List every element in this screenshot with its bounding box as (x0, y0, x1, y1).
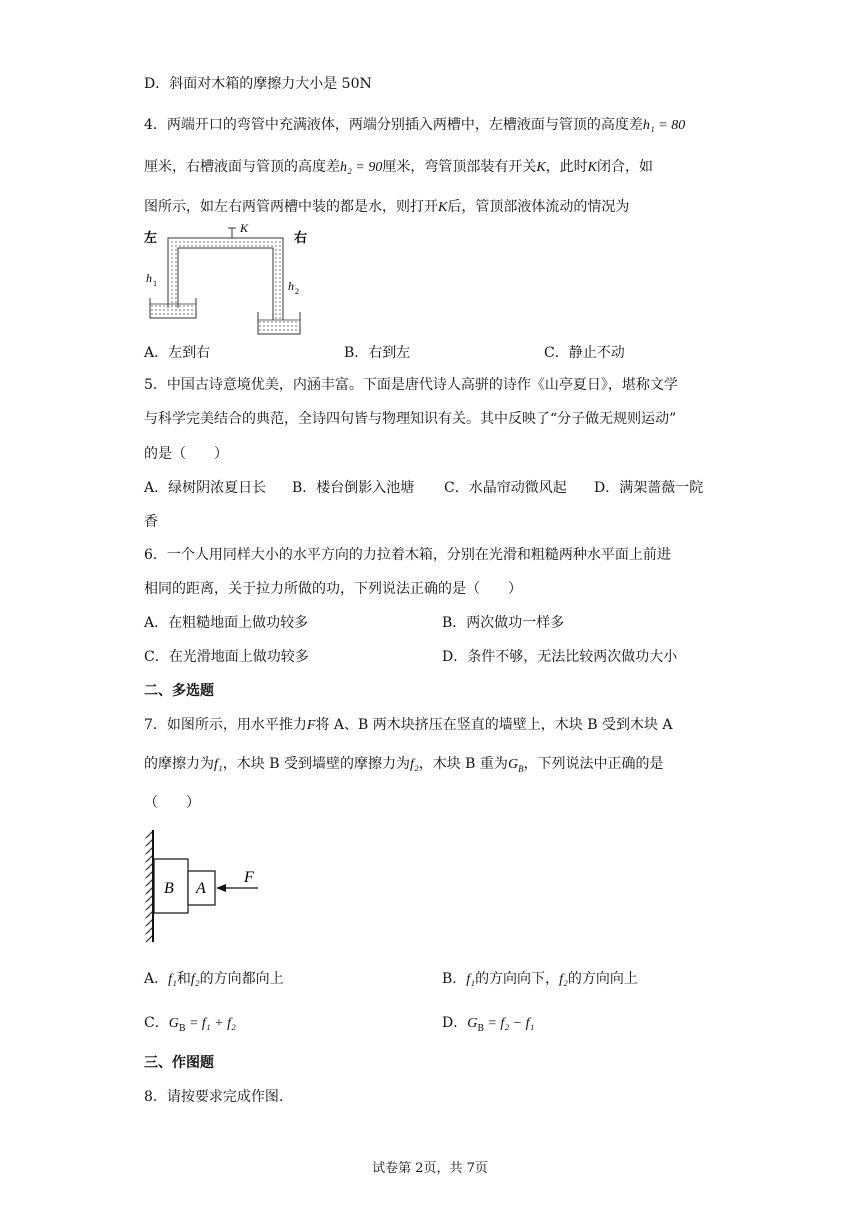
q7-stem-line2: 的摩擦力为f₁，木块 B 受到墙壁的摩擦力为f₂，木块 B 重为$G_B$，下列说法中正确的是 (144, 756, 664, 774)
q7-option-c: C．$G_B = f_1 + f_2$ (144, 1015, 236, 1034)
q5-option-d-cont: 香 (144, 514, 158, 530)
q3-option-d: D．斜面对木箱的摩擦力大小是 50N (144, 76, 372, 92)
section-heading-drawing: 三、作图题 (144, 1055, 214, 1071)
q6-option-b: B．两次做功一样多 (442, 615, 565, 631)
fig-h1-label: h (146, 271, 152, 285)
q6-stem-line2: 相同的距离，关于拉力所做的功，下列说法正确的是（ ） (144, 581, 522, 597)
q4-option-a: A．左到右 (144, 345, 211, 361)
q4-option-b: B．右到左 (344, 345, 411, 361)
q4-stem-line3: 图所示，如左右两管两槽中装的都是水，则打开K后，管顶部液体流动的情况为 (144, 199, 630, 215)
q7-stem-line3: （ ） (144, 795, 200, 811)
q5-option-c: C．水晶帘动微风起 (444, 480, 567, 496)
q5-option-b: B．楼台倒影入池塘 (292, 480, 415, 496)
q6-option-d: D．条件不够，无法比较两次做功大小 (442, 649, 678, 665)
force-f-label: F (244, 869, 254, 886)
q4-stem-line1: 4．两端开口的弯管中充满液体，两端分别插入两槽中，左槽液面与管顶的高度差h₁ = 80 (144, 117, 686, 133)
fig-h2-label: h (288, 279, 294, 293)
q6-option-a: A．在粗糙地面上做功较多 (144, 615, 309, 631)
page-footer: 试卷第 2页，共 7页 (372, 1161, 488, 1176)
section-heading-multi-choice: 二、多选题 (144, 683, 214, 699)
q5-option-a: A．绿树阴浓夏日长 (144, 480, 267, 496)
fig-right-label: 右 (294, 230, 308, 245)
q7-option-b: B．f₁的方向向下，f₂的方向向上 (442, 971, 638, 987)
q7-wall-blocks-figure (140, 826, 270, 946)
q5-option-d: D．满架蔷薇一院 (594, 480, 704, 496)
q5-stem-line1: 5．中国古诗意境优美，内涵丰富。下面是唐代诗人高骈的诗作《山亭夏日》，堪称文学 (144, 377, 678, 393)
q6-stem-line1: 6．一个人用同样大小的水平方向的力拉着木箱，分别在光滑和粗糙两种水平面上前进 (144, 547, 671, 563)
block-a-label: A (196, 880, 206, 897)
q7-option-d: D．$G_B = f_2 - f_1$ (442, 1015, 535, 1034)
q4-option-c: C．静止不动 (544, 345, 625, 361)
fig-h2-sub: 2 (295, 287, 299, 296)
q8-stem-line1: 8．请按要求完成作图. (144, 1089, 284, 1105)
q6-option-c: C．在光滑地面上做功较多 (144, 649, 309, 665)
fig-left-label: 左 (144, 230, 158, 245)
q7-stem-line1: 7．如图所示，用水平推力F将 A、B 两木块挤压在竖直的墙壁上，木块 B 受到木块 A (144, 717, 673, 733)
q5-stem-line3: 的是（ ） (144, 446, 228, 462)
fig-k-label: K (240, 221, 249, 235)
block-b-label: B (164, 880, 174, 897)
q7-option-a: A．f₁和f₂的方向都向上 (144, 971, 284, 987)
q4-siphon-figure (142, 220, 312, 340)
q4-stem-line2: 厘米，右槽液面与管顶的高度差h₂ = 90厘米，弯管顶部装有开关K，此时K闭合，如 (144, 159, 654, 175)
q5-stem-line2: 与科学完美结合的典范，全诗四句皆与物理知识有关。其中反映了“分子做无规则运动” (144, 411, 677, 427)
fig-h1-sub: 1 (153, 279, 157, 288)
